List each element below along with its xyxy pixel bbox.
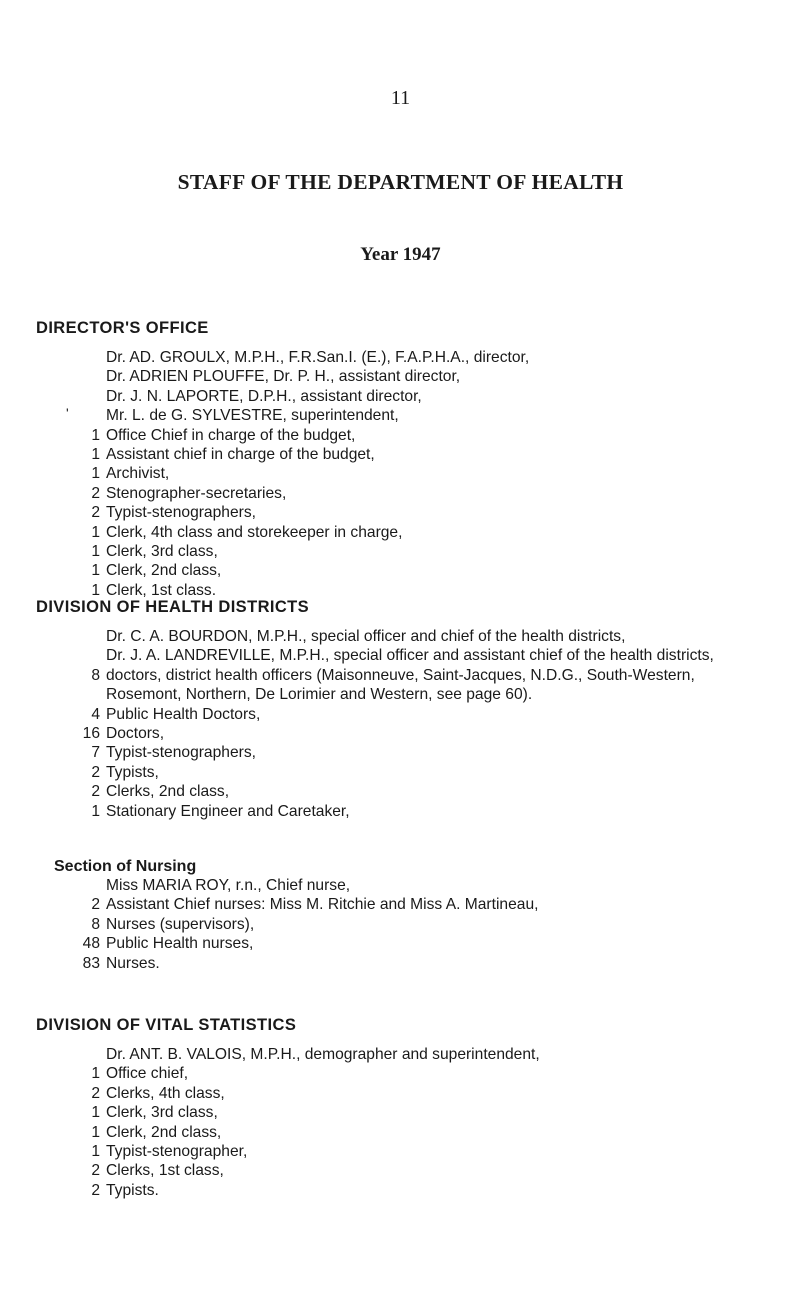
entry-text: Typists.	[106, 1181, 159, 1199]
entry-text: Doctors,	[106, 725, 165, 743]
entry-text: Public Health nurses,	[106, 935, 254, 953]
entry-count: 1	[91, 562, 100, 580]
entry-text: Clerk, 2nd class,	[106, 1123, 222, 1141]
entry-count: 2	[91, 484, 100, 502]
entry-text: Clerk, 4th class and storekeeper in charge,	[106, 523, 403, 541]
entry-count: 8	[91, 915, 100, 933]
staff-entry	[76, 367, 766, 386]
staff-entry	[76, 934, 766, 953]
staff-entry	[76, 954, 766, 973]
directors-office-section	[36, 319, 766, 600]
staff-entry	[76, 426, 766, 445]
entry-count: 2	[91, 763, 100, 781]
entry-text: Stationary Engineer and Caretaker,	[106, 802, 350, 820]
subsection-heading-nursing: Section of Nursing	[54, 858, 197, 875]
entry-count: 1	[91, 543, 100, 561]
staff-entry	[66, 405, 766, 425]
entry-count: 2	[91, 1084, 100, 1102]
entry-text: Dr. AD. GROULX, M.P.H., F.R.San.I. (E.), F.A.P.H.A., director,	[106, 349, 530, 366]
health-districts-section	[36, 598, 766, 821]
staff-entry	[76, 387, 766, 406]
entry-count: 48	[82, 935, 100, 953]
entry-text: Dr. J. A. LANDREVILLE, M.P.H., special officer and assistant chief of the health districts,	[106, 647, 714, 665]
entry-text: Dr. J. N. LAPORTE, D.P.H., assistant director,	[106, 387, 422, 405]
staff-entry	[76, 561, 766, 580]
directors-office-list	[66, 348, 766, 600]
staff-entry	[76, 705, 766, 724]
entry-count: 1	[91, 465, 100, 483]
staff-entry	[76, 484, 766, 503]
staff-entry	[76, 763, 766, 782]
page-title: STAFF OF THE DEPARTMENT OF HEALTH	[177, 170, 624, 194]
entry-text: Clerk, 3rd class,	[106, 543, 218, 561]
entry-text: Archivist,	[106, 465, 170, 483]
entry-count: 1	[91, 523, 100, 541]
entry-count: 2	[91, 1181, 100, 1199]
entry-text: Clerks, 2nd class,	[106, 783, 230, 801]
entry-count: 2	[91, 1162, 100, 1180]
entry-text: Miss MARIA ROY, r.n., Chief nurse,	[106, 877, 351, 894]
entry-text: Dr. C. A. BOURDON, M.P.H., special officer and chief of the health districts,	[106, 628, 626, 645]
entry-count: 1	[91, 1065, 100, 1083]
staff-entry	[76, 1103, 766, 1122]
entry-text: Mr. L. de G. SYLVESTRE, superintendent,	[106, 407, 399, 425]
entry-count: 1	[91, 581, 100, 599]
entry-count: 16	[82, 725, 100, 743]
entry-text: Clerks, 1st class,	[106, 1162, 224, 1180]
entry-text: Assistant Chief nurses: Miss M. Ritchie and Miss A. Martineau,	[106, 896, 539, 914]
staff-entry	[76, 802, 766, 821]
staff-entry	[76, 666, 766, 705]
entry-count: 1	[91, 446, 100, 464]
vital-statistics-section	[36, 1016, 766, 1200]
nursing-section	[54, 852, 766, 973]
entry-text: Public Health Doctors,	[106, 705, 261, 723]
staff-entry	[76, 1045, 766, 1064]
staff-entry	[76, 724, 766, 743]
entry-count: 1	[91, 1123, 100, 1141]
page-number: 11	[390, 87, 411, 109]
entry-text: Dr. ANT. B. VALOIS, M.P.H., demographer and superintendent,	[106, 1046, 540, 1063]
entry-count: 8	[91, 666, 100, 684]
staff-entry	[76, 895, 766, 914]
staff-entry	[76, 876, 766, 895]
section-heading-directors-office: DIRECTOR'S OFFICE	[36, 319, 209, 337]
entry-text: Assistant chief in charge of the budget,	[106, 446, 375, 464]
entry-text: Stenographer-secretaries,	[106, 484, 287, 502]
staff-entry	[76, 348, 766, 367]
staff-entry	[76, 915, 766, 934]
entry-count: 2	[91, 504, 100, 522]
entry-text: Clerks, 4th class,	[106, 1084, 225, 1102]
entry-text: Clerk, 3rd class,	[106, 1104, 218, 1122]
staff-entry	[76, 464, 766, 483]
staff-entry	[76, 523, 766, 542]
entry-text: Dr. ADRIEN PLOUFFE, Dr. P. H., assistant director,	[106, 368, 461, 386]
entry-count: 2	[91, 783, 100, 801]
staff-entry	[76, 542, 766, 561]
entry-count: 1	[91, 802, 100, 820]
staff-entry	[76, 1181, 766, 1200]
entry-text: doctors, district health officers (Maisonneuve, Saint-Jacques, N.D.G., South-Western, Rosemont, Northern, De Lorimier and Western, see page 60).	[106, 666, 695, 704]
entry-text: Typist-stenographer,	[106, 1143, 248, 1161]
health-districts-list	[76, 627, 766, 821]
staff-entry	[76, 627, 766, 646]
entry-text: Typist-stenographers,	[106, 504, 256, 522]
entry-count: 83	[82, 954, 100, 972]
entry-text: Clerk, 2nd class,	[106, 562, 222, 580]
entry-count: 7	[91, 744, 100, 762]
staff-entry	[76, 1064, 766, 1083]
entry-text: Clerk, 1st class.	[106, 581, 217, 599]
page-subtitle: Year 1947	[360, 244, 441, 265]
staff-entry	[76, 743, 766, 762]
section-heading-health-districts: DIVISION OF HEALTH DISTRICTS	[36, 598, 310, 616]
entry-count: 1	[91, 1143, 100, 1161]
entry-count: 4	[91, 705, 100, 723]
entry-count: 1	[91, 426, 100, 444]
entry-text: Office chief,	[106, 1065, 189, 1083]
staff-entry	[76, 1084, 766, 1103]
vital-statistics-list	[76, 1045, 766, 1200]
nursing-list	[76, 876, 766, 973]
margin-tick-mark: '	[66, 405, 69, 422]
entry-count: 2	[91, 896, 100, 914]
section-heading-vital-statistics: DIVISION OF VITAL STATISTICS	[36, 1016, 297, 1034]
staff-entry	[76, 445, 766, 464]
staff-entry	[76, 646, 766, 665]
staff-entry	[76, 503, 766, 522]
entry-text: Office Chief in charge of the budget,	[106, 426, 356, 444]
entry-text: Typists,	[106, 763, 159, 781]
staff-entry	[76, 1123, 766, 1142]
entry-text: Nurses.	[106, 954, 160, 972]
entry-count: 1	[91, 1104, 100, 1122]
entry-text: Typist-stenographers,	[106, 744, 256, 762]
staff-entry	[76, 782, 766, 801]
entry-text: Nurses (supervisors),	[106, 915, 255, 933]
staff-entry	[76, 1161, 766, 1180]
staff-entry	[76, 1142, 766, 1161]
